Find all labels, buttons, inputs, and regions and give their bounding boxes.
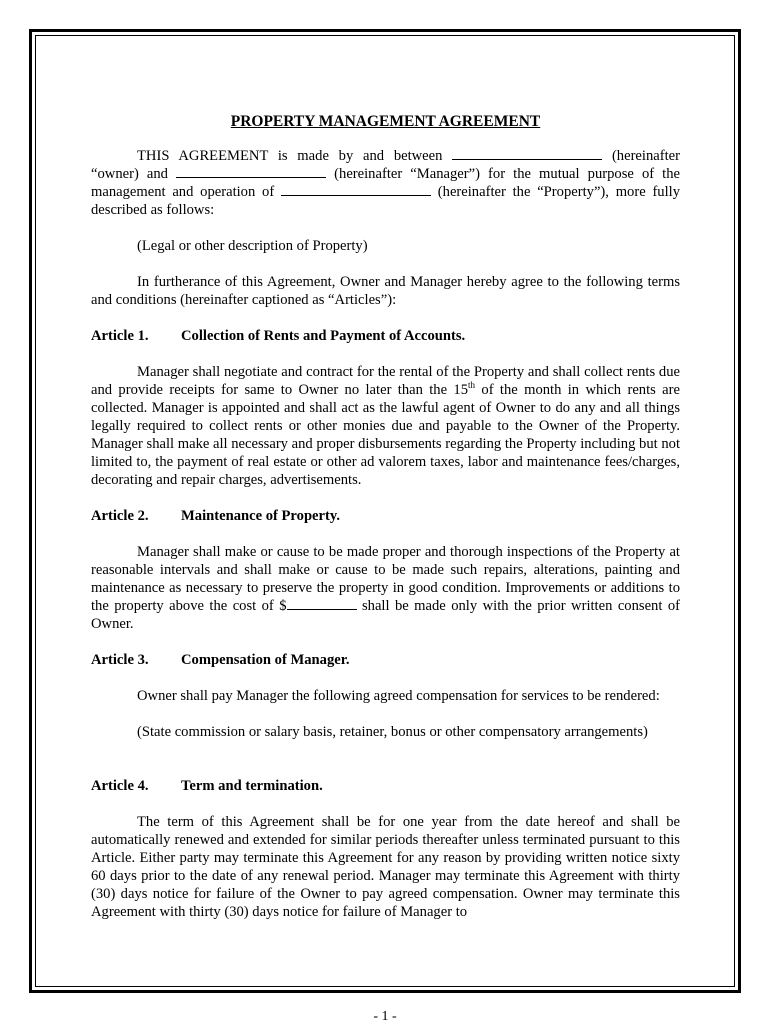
article-2-text-2: shall be made only with the prior written consent of Owner.	[91, 598, 680, 632]
article-1-text-1: Manager shall negotiate and contract for the rental of the Property and shall collect rents due and provide receipts for same to Owner no later than the 15	[91, 364, 680, 398]
page-number: - 1 -	[373, 1009, 397, 1024]
article-title: Collection of Rents and Payment of Accounts.	[181, 328, 466, 344]
owner-name-blank[interactable]	[452, 147, 602, 160]
document-title: PROPERTY MANAGEMENT AGREEMENT	[230, 113, 541, 130]
article-number: Article 3.	[91, 652, 149, 668]
intro-text-3: (hereinafter “Manager”) for the mutual purpose of the management and operation of	[91, 166, 681, 200]
article-title: Compensation of Manager.	[181, 652, 350, 668]
intro-text-1: THIS AGREEMENT is made by and between	[137, 148, 443, 164]
cost-amount-blank[interactable]	[287, 597, 357, 610]
article-2-text-1: Manager shall make or cause to be made proper and thorough inspections of the Property at reasonable intervals and shall make or cause to be made such repairs, alterations, painting and maintenance as necessary to preserve the property in good condition. Improvements or additions to the property above the cost of $	[91, 544, 680, 614]
property-blank[interactable]	[281, 183, 431, 196]
article-3-body: Owner shall pay Manager the following agreed compensation for services to be rendered:	[137, 688, 660, 704]
intro-text-4: (hereinafter the “Property”), more fully described as follows:	[91, 184, 681, 218]
article-1-body	[91, 363, 680, 489]
article-3-note: (State commission or salary basis, retainer, bonus or other compensatory arrangements)	[137, 724, 648, 740]
article-4-heading	[91, 777, 680, 795]
ordinal-suffix: th	[468, 380, 476, 391]
furtherance-paragraph: In furtherance of this Agreement, Owner and Manager hereby agree to the following terms and conditions (hereinafter captioned as “Articles”):	[91, 274, 680, 308]
article-2-body	[91, 543, 680, 633]
article-title: Maintenance of Property.	[181, 508, 341, 524]
article-1-text-2: of the month in which rents are collected. Manager is appointed and shall act as the lawful agent of Owner to do any and all things legally required to collect rents or other monies due and payable to the Owner of the Property. Manager shall make all necessary and proper disbursements regarding the Property including but not limited to, the payment of real estate or other ad valorem taxes, labor and maintenance fees/charges, decorating and repair charges, advertisements.	[91, 382, 680, 488]
intro-paragraph	[91, 147, 680, 219]
legal-description: (Legal or other description of Property)	[137, 238, 368, 254]
document-body	[91, 113, 680, 939]
article-4-body: The term of this Agreement shall be for one year from the date hereof and shall be automatically renewed and extended for similar periods thereafter unless terminated pursuant to this Article. Either party may terminate this Agreement for any reason by providing written notice sixty 60 days prior to the date of any renewal period. Manager may terminate this Agreement with thirty (30) days notice for failure of the Owner to pay agreed compensation. Owner may terminate this Agreement with thirty (30) days notice for failure of Manager to	[91, 814, 680, 920]
article-number: Article 1.	[91, 328, 149, 344]
article-number: Article 2.	[91, 508, 149, 524]
article-number: Article 4.	[91, 778, 149, 794]
article-3-heading	[91, 651, 680, 669]
article-2-heading	[91, 507, 680, 525]
intro-text-2: (hereinafter “owner) and	[91, 148, 680, 182]
manager-name-blank[interactable]	[176, 165, 326, 178]
article-1-heading	[91, 327, 680, 345]
article-title: Term and termination.	[181, 778, 323, 794]
